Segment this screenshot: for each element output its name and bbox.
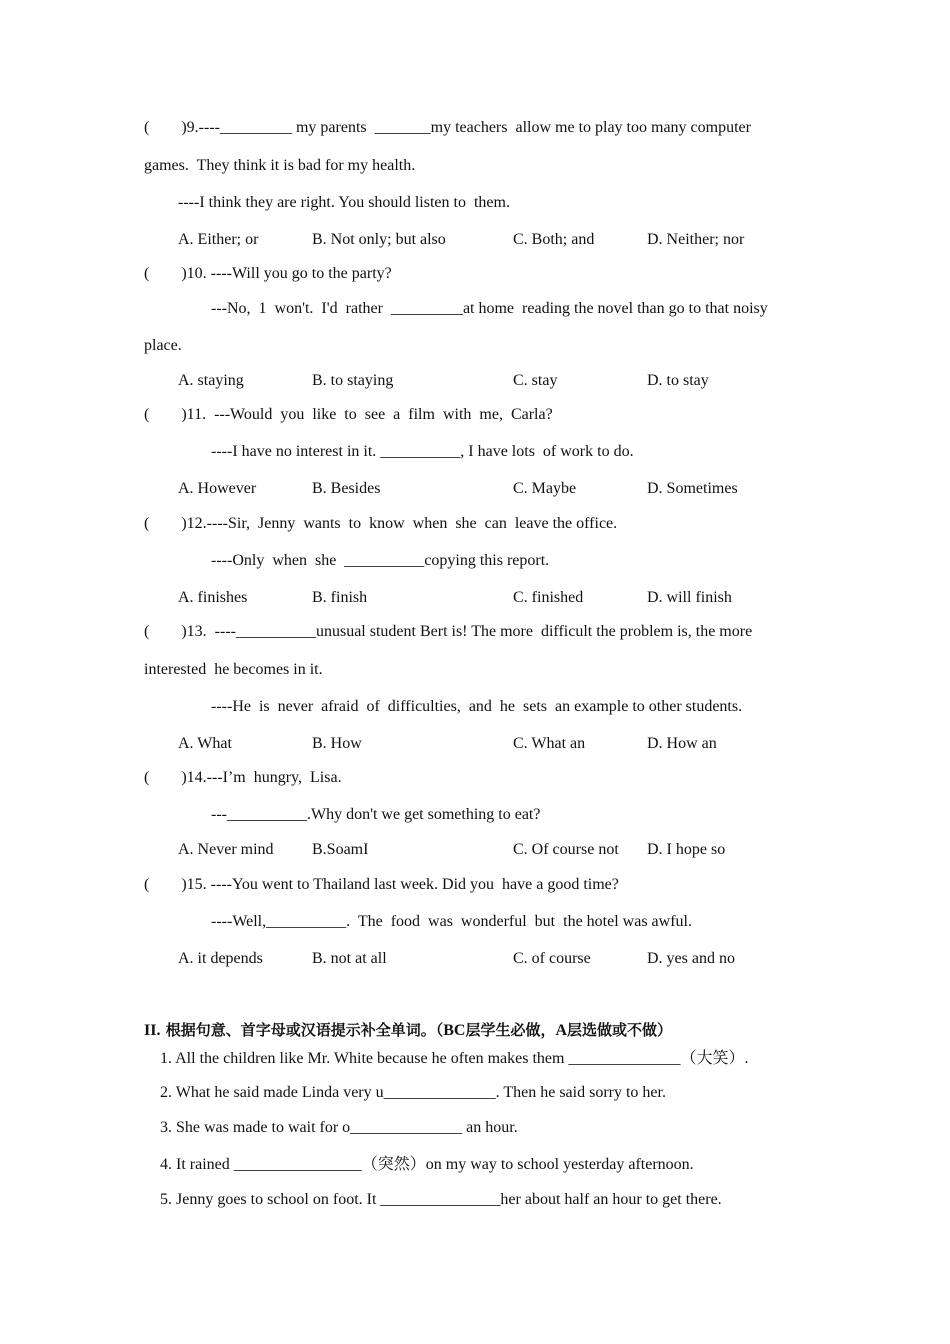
- question-line: ( )11. ---Would you like to see a film with me, Carla?: [144, 406, 553, 423]
- option-d: D. Sometimes: [647, 480, 738, 497]
- option-a: A. Never mind: [178, 841, 274, 858]
- option-a: A. Either; or: [178, 231, 259, 248]
- question-line: ( )9.----_________ my parents _______my teachers allow me to play too many computer: [144, 119, 751, 136]
- option-d: D. Neither; nor: [647, 231, 745, 248]
- option-b: B. not at all: [312, 950, 387, 967]
- question-line: ( )14.---I’m hungry, Lisa.: [144, 769, 342, 786]
- question-line: ----I have no interest in it. __________, I have lots of work to do.: [211, 443, 634, 460]
- option-d: D. How an: [647, 735, 717, 752]
- option-c: C. finished: [513, 589, 584, 606]
- option-a: A. finishes: [178, 589, 248, 606]
- heading-text: 根据句意、首字母或汉语提示补全单词。（: [165, 1021, 444, 1039]
- option-c: C. Maybe: [513, 480, 577, 497]
- option-b: B. How: [312, 735, 362, 752]
- question-line: ----Well,__________. The food was wonderful but the hotel was awful.: [211, 913, 692, 930]
- section-number: II.: [144, 1022, 161, 1039]
- option-b: B.SoamI: [312, 841, 369, 858]
- fill-in-item: 1. All the children like Mr. White because he often makes them ______________（大笑）.: [160, 1050, 749, 1067]
- option-c: C. Of course not: [513, 841, 619, 858]
- question-line: ----Only when she __________copying this report.: [211, 552, 550, 569]
- option-a: A. What: [178, 735, 232, 752]
- question-line: interested he becomes in it.: [144, 661, 323, 678]
- question-line: ( )13. ----__________unusual student Bert is! The more difficult the problem is, the more: [144, 623, 753, 640]
- question-line: ( )10. ----Will you go to the party?: [144, 265, 392, 282]
- fill-in-item: 3. She was made to wait for o______________ an hour.: [160, 1119, 518, 1136]
- heading-level-bc: BC: [443, 1022, 466, 1039]
- question-line: place.: [144, 337, 182, 354]
- fill-in-item: 5. Jenny goes to school on foot. It _______________her about half an hour to get there.: [160, 1191, 722, 1208]
- option-b: B. to staying: [312, 372, 394, 389]
- option-d: D. to stay: [647, 372, 709, 389]
- option-c: C. Both; and: [513, 231, 595, 248]
- option-a: A. staying: [178, 372, 244, 389]
- question-line: ( )15. ----You went to Thailand last week. Did you have a good time?: [144, 876, 619, 893]
- heading-text: 层学生必做，: [465, 1021, 556, 1039]
- question-line: ( )12.----Sir, Jenny wants to know when she can leave the office.: [144, 515, 618, 532]
- option-b: B. Not only; but also: [312, 231, 446, 248]
- option-d: D. yes and no: [647, 950, 735, 967]
- question-line: ----I think they are right. You should listen to them.: [178, 194, 510, 211]
- option-c: C. stay: [513, 372, 558, 389]
- option-d: D. I hope so: [647, 841, 726, 858]
- fill-in-item: 4. It rained ________________（突然）on my way to school yesterday afternoon.: [160, 1156, 694, 1173]
- question-line: ---No, 1 won't. I'd rather _________at home reading the novel than go to that noisy: [211, 300, 768, 317]
- heading-level-a: A: [555, 1022, 568, 1039]
- option-a: A. it depends: [178, 950, 263, 967]
- option-a: A. However: [178, 480, 257, 497]
- option-c: C. of course: [513, 950, 591, 967]
- fill-in-item: 2. What he said made Linda very u______________. Then he said sorry to her.: [160, 1084, 666, 1101]
- heading-text: 层选做或不做）: [567, 1021, 673, 1039]
- section-heading: [144, 1019, 672, 1042]
- question-line: games. They think it is bad for my health.: [144, 157, 416, 174]
- question-line: ---__________.Why don't we get something to eat?: [211, 806, 541, 823]
- question-line: ----He is never afraid of difficulties, and he sets an example to other students.: [211, 698, 743, 715]
- option-d: D. will finish: [647, 589, 732, 606]
- option-b: B. finish: [312, 589, 368, 606]
- option-b: B. Besides: [312, 480, 381, 497]
- option-c: C. What an: [513, 735, 586, 752]
